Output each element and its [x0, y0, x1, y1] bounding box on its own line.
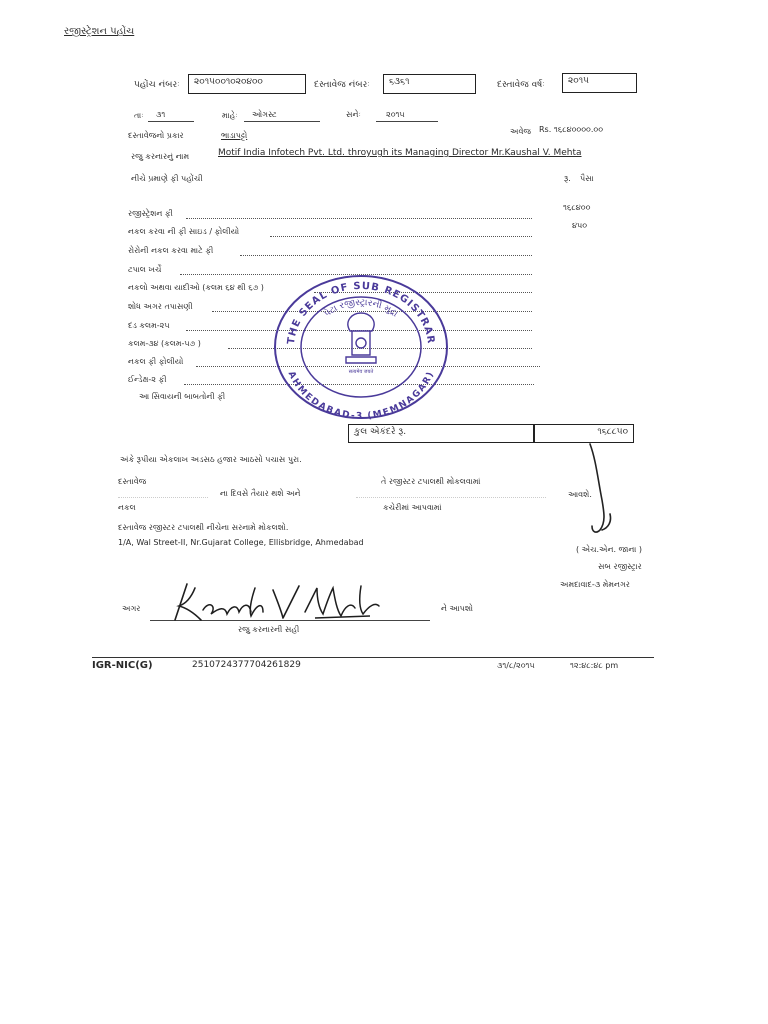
page-title: રજીસ્ટ્રેશન પહોંચ — [64, 26, 135, 37]
fee-label: નકલ કરવા ની ફી સાઇડ / ફોલીયો — [128, 227, 240, 236]
delivery-doc-label: દસ્તાવેજ — [118, 477, 147, 486]
rupees-label: રૂ. — [564, 174, 571, 183]
footer-time: ૧૨:૪૮:૪૮ pm — [570, 661, 619, 670]
post-address: 1/A, Wal Street-II, Nr.Gujarat College, Ellisbridge, Ahmedabad — [118, 538, 364, 547]
other-fee-label: આ સિવાયની બાબતોની ફી — [139, 392, 226, 401]
signature-suffix: ને આપશો — [441, 604, 474, 613]
seal-inner-text: પેટા રજીસ્ટ્રારની મુદ્રા — [322, 297, 400, 320]
date-value: ૩૧ — [156, 110, 166, 119]
fee-label: ઈન્ડેક્ષ-૨ ફી — [128, 375, 167, 384]
seal-emblem-text: सत्यमेव जयते — [348, 369, 374, 375]
total-value-box: ૧૬૮૮૫૦ — [534, 424, 634, 443]
delivery-office-text: કચેરીમાં આપવામાં — [383, 503, 442, 512]
paise-label: પૈસા — [580, 174, 594, 183]
amount-in-words: અંકે રૂપીયા એકલાખ અડસઠ હજાર આઠસો પચાસ પુરા. — [120, 455, 302, 464]
consideration-value: Rs. ૧૬૮૪૦૦૦૦.૦૦ — [539, 125, 604, 134]
doc-no-field: ૬૩૬૧ — [383, 74, 476, 94]
delivery-post-text: તે રજીસ્ટર ટપાલથી મોકલવામાં — [381, 477, 481, 486]
registrar-seal — [272, 273, 450, 421]
fee-label: નકલ ફી ફોલીયો — [128, 357, 184, 366]
fee-value: ૧૬૮૪૦૦ — [563, 203, 591, 212]
receipt-no-field: ૨૦૧૫૦૦૧૦૨૦૪૦૦ — [188, 74, 306, 94]
year-value: ૨૦૧૫ — [386, 110, 405, 119]
svg-text:AHMEDABAD-3 (MEMNAGAR) — [286, 370, 437, 421]
fee-label: શોધ અગર તપાસણી — [128, 302, 193, 311]
registrar-name: ( એચ.એન. જાના ) — [576, 545, 643, 554]
doc-type-label: દસ્તાવેજનો પ્રકાર — [128, 131, 184, 140]
fee-label: ટપાલ ખર્ચે — [128, 265, 162, 274]
svg-text:પેટા રજીસ્ટ્રારની મુદ્રા — [321, 298, 399, 319]
presenter-sign-label: રજુ કરનારની સહી — [238, 625, 300, 634]
seal-outer-text: THE SEAL OF SUB REGISTRAR — [285, 280, 437, 345]
registrar-designation: સબ રજીસ્ટ્રાર — [598, 562, 642, 571]
consideration-label: અવેજ — [510, 127, 531, 136]
month-value: ઓગસ્ટ — [252, 110, 277, 119]
post-address-label: દસ્તાવેજ રજીસ્ટર ટપાલથી નીચેના સરનામે મોકલશો. — [118, 523, 289, 532]
delivery-ready-text: ના દિવસે તૈયાર થશે અને — [220, 489, 301, 498]
year-label: સનેઃ — [346, 110, 361, 119]
doc-year-field: ૨૦૧૫ — [562, 73, 637, 93]
fee-label: રોરોની નકલ કરવા માટે ફી — [128, 246, 214, 255]
date-label: તાઃ — [134, 111, 144, 120]
fee-label: કલમ-૩૪ (કલમ-૫૭ ) — [128, 339, 201, 348]
presenter-signature — [165, 578, 390, 628]
footer-code: IGR-NIC(G) — [92, 660, 153, 671]
fee-label: નકલો અથવા યાદીઓ (કલમ ૬૪ થી ૬૭ ) — [128, 283, 264, 292]
seal-bottom-text: AHMEDABAD-3 (MEMNAGAR) — [285, 369, 437, 421]
fees-intro: નીચે પ્રમાણે ફી પહોંચી — [131, 174, 203, 183]
doc-no-label: દસ્તાવેજ નંબરઃ — [314, 80, 370, 90]
doc-type-value: ભાડાપટ્ટો — [221, 131, 248, 140]
footer-date: ૩૧/૮/૨૦૧૫ — [497, 661, 535, 670]
delivery-will-come: આવશે. — [568, 490, 592, 499]
registrar-signature — [586, 440, 626, 536]
month-label: માહેઃ — [222, 111, 238, 120]
registrar-office: અમદાવાદ-૩ મેમનગર — [560, 580, 630, 589]
presenter-value: Motif India Infotech Pvt. Ltd. throyugh its Managing Director Mr.Kaushal V. Mehta — [218, 148, 582, 158]
fee-label: રજીસ્ટ્રેશન ફી — [128, 209, 173, 218]
signature-prefix: અગર — [122, 604, 141, 613]
presenter-label: રજુ કરનારનું નામ — [131, 152, 190, 161]
fee-label: દંડ કલમ-૨૫ — [128, 321, 170, 330]
receipt-no-label: પહોંચ નંબરઃ — [134, 80, 180, 90]
fee-value: ૪૫૦ — [572, 221, 588, 230]
total-label-box: કુલ એકંદરે રૂ. — [348, 424, 534, 443]
delivery-copy-label: નકલ — [118, 503, 136, 512]
footer-id: 2510724377704261829 — [192, 660, 301, 670]
doc-year-label: દસ્તાવેજ વર્ષઃ — [497, 80, 545, 90]
